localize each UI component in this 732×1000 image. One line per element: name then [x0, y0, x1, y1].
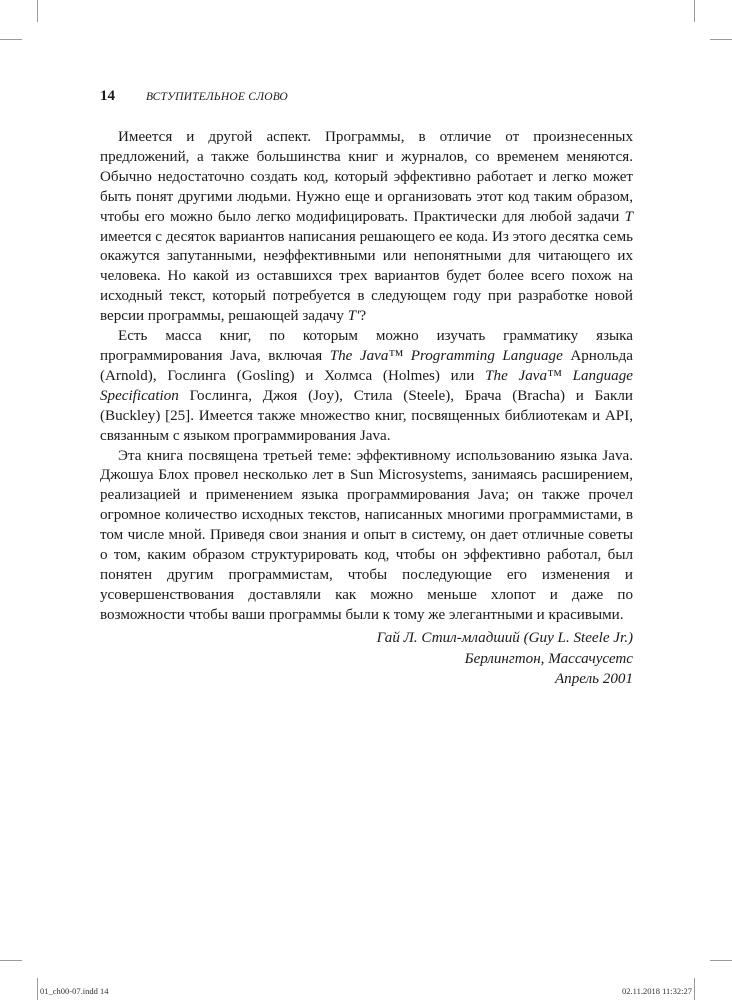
signature-block [377, 628, 633, 690]
crop-mark [0, 960, 22, 961]
text-run: Гослинга, Джоя (Joy), Стила (Steele), Брача (Bracha) и Бакли (Buckley) [25]. Имеется также множество книг, посвященных библиотекам и API, связанным с языком программирования Java. [100, 387, 633, 444]
text-run: Арнольда (Arnold), Гослинга (Gosling) и Холмса (Holmes) или [100, 347, 633, 384]
running-head [100, 88, 288, 105]
paragraph [100, 128, 633, 327]
paragraph [100, 327, 633, 446]
variable-t: T [624, 208, 633, 225]
crop-mark [0, 39, 22, 40]
body-text [100, 128, 633, 626]
crop-mark [694, 0, 695, 22]
page-number: 14 [100, 88, 115, 104]
text-run: имеется с десяток вариантов написания решающего ее кода. Из этого десятка семь окажутся запутанными, неэффективными или непонятными для читающего их человека. Но какой из оставшихся трех вариантов будет более всего похож на исходный текст, который потребуется в следующем году при разработке новой версии программы, решающей задачу [100, 228, 633, 325]
text-run: Имеется и другой аспект. Программы, в отличие от произнесенных предложений, а также большинства книг и журналов, со временем меняются. Обычно недостаточно создать код, который эффективно работает и легко может быть понят другими людьми. Нужно еще и организовать этот код таким образом, чтобы его можно было легко модифицировать. Практически для любой задачи [100, 129, 633, 225]
crop-mark [710, 39, 732, 40]
section-title: ВСТУПИТЕЛЬНОЕ СЛОВО [146, 91, 288, 103]
crop-mark [694, 978, 695, 1000]
book-title: The Java™ Programming Language [329, 347, 563, 364]
text-run: ? [359, 308, 367, 325]
paragraph: Эта книга посвящена третьей теме: эффективному использованию языка Java. Джошуа Блох провел несколько лет в Sun Microsystems, занимаясь расширением, реализацией и применением языка программирования Java; он также прочел огромное количество исходных текстов, написанных многими программистами, в том числе мной. Приведя свои знания и опыт в систему, он дает отличные советы о том, каким образом структурировать код, чтобы он эффективно работал, был понятен другим программистам, чтобы последующие его изменения и усовершенствования доставляли как можно меньше хлопот и даже по возможности чтобы ваши программы были к тому же элегантными и красивыми. [100, 447, 633, 623]
signature-author: Гай Л. Стил-младший (Guy L. Steele Jr.) [376, 630, 633, 646]
signature-date: Апрель 2001 [554, 671, 633, 687]
book-title: The Java™ Language Specification [100, 367, 633, 404]
variable-t-prime: T' [347, 308, 360, 325]
slug-file: 01_ch00-07.indd 14 [40, 986, 109, 996]
slug-datetime: 02.11.2018 11:32:27 [622, 986, 692, 996]
crop-mark [37, 978, 38, 1000]
signature-place: Берлингтон, Массачусетс [464, 650, 633, 667]
crop-mark [710, 960, 732, 961]
crop-mark [37, 0, 38, 22]
text-run: Есть масса книг, по которым можно изучать грамматику языка программирования Java, включая [100, 328, 633, 364]
